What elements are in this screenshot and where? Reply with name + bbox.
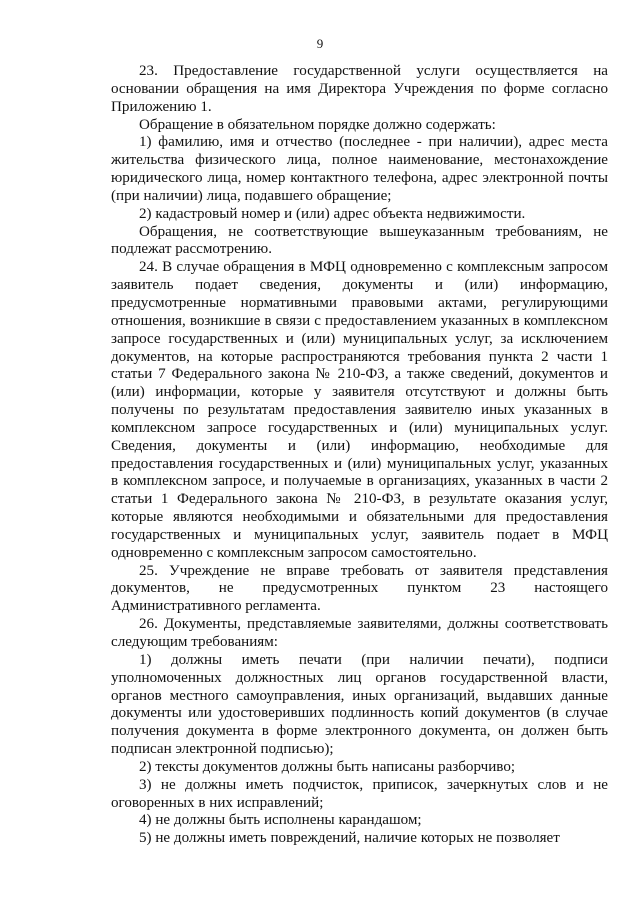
paragraph-26-item-3: 3) не должны иметь подчисток, приписок, зачеркнутых слов и не оговоренных в них исправлений;: [111, 776, 608, 811]
paragraph-request-item-2: 2) кадастровый номер и (или) адрес объекта недвижимости.: [139, 205, 526, 222]
paragraph-26-item-2: 2) тексты документов должны быть написаны разборчиво;: [139, 758, 516, 775]
paragraph-24: 24. В случае обращения в МФЦ одновременно с комплексным запросом заявитель подает сведения, документы и (или) информацию, предусмотренные нормативными правовыми актами, регулирующими отношения, возникшие в связи с предоставлением указанных в комплексном запросе государственных и (или) муниципальных услуг, за исключением документов, на которые распространяются требования пункта 2 части 1 статьи 7 Федерального закона № 210-ФЗ, а также сведений, документов и (или) информации, которые у заявителя отсутствуют и должны быть получены по результатам предоставления заявителю иных указанных в комплексном запросе государственных и (или) муниципальных услуг. Сведения, документы и (или) информацию, необходимые для предоставления государственных и (или) муниципальных услуг, указанных в комплексном запросе, и получаемые в организациях, указанных в части 2 статьи 1 Федерального закона № 210-ФЗ, в результате оказания услуг, которые являются необходимыми и обязательными для предоставления государственных и муниципальных услуг, заявитель подает в МФЦ одновременно с комплексным запросом самостоятельно.: [111, 259, 608, 561]
paragraph-25: 25. Учреждение не вправе требовать от заявителя представления документов, не предусмотренных пунктом 23 настоящего Административного регламента.: [111, 562, 608, 615]
paragraph-26-item-4: 4) не должны быть исполнены карандашом;: [139, 812, 422, 829]
page-number: 9: [316, 36, 324, 51]
paragraph-26-item-1: 1) должны иметь печати (при наличии печати), подписи уполномоченных должностных лиц органов государственной власти, органов местного самоуправления, иных организаций, выдавших данные документы или удостоверивших подлинность копий документов (в случае получения документа в форме электронного документа, он должен быть подписан электронной подписью);: [111, 651, 608, 758]
paragraph-request-contents-intro: Обращение в обязательном порядке должно содержать:: [139, 116, 496, 133]
paragraph-26-item-5: 5) не должны иметь повреждений, наличие которых не позволяет: [139, 830, 560, 847]
paragraph-noncompliant-requests: Обращения, не соответствующие вышеуказанным требованиям, не подлежат рассмотрению.: [111, 223, 608, 258]
paragraph-23: 23. Предоставление государственной услуги осуществляется на основании обращения на имя Директора Учреждения по форме согласно Приложению 1.: [111, 63, 608, 115]
paragraph-26: 26. Документы, представляемые заявителями, должны соответствовать следующим требованиям:: [111, 616, 608, 650]
paragraph-request-item-1: 1) фамилию, имя и отчество (последнее - при наличии), адрес места жительства физического лица, полное наименование, местонахождение юридического лица, номер контактного телефона, адрес электронной почты (при наличии) лица, подавшего обращение;: [111, 134, 608, 204]
document-body: [111, 63, 608, 848]
